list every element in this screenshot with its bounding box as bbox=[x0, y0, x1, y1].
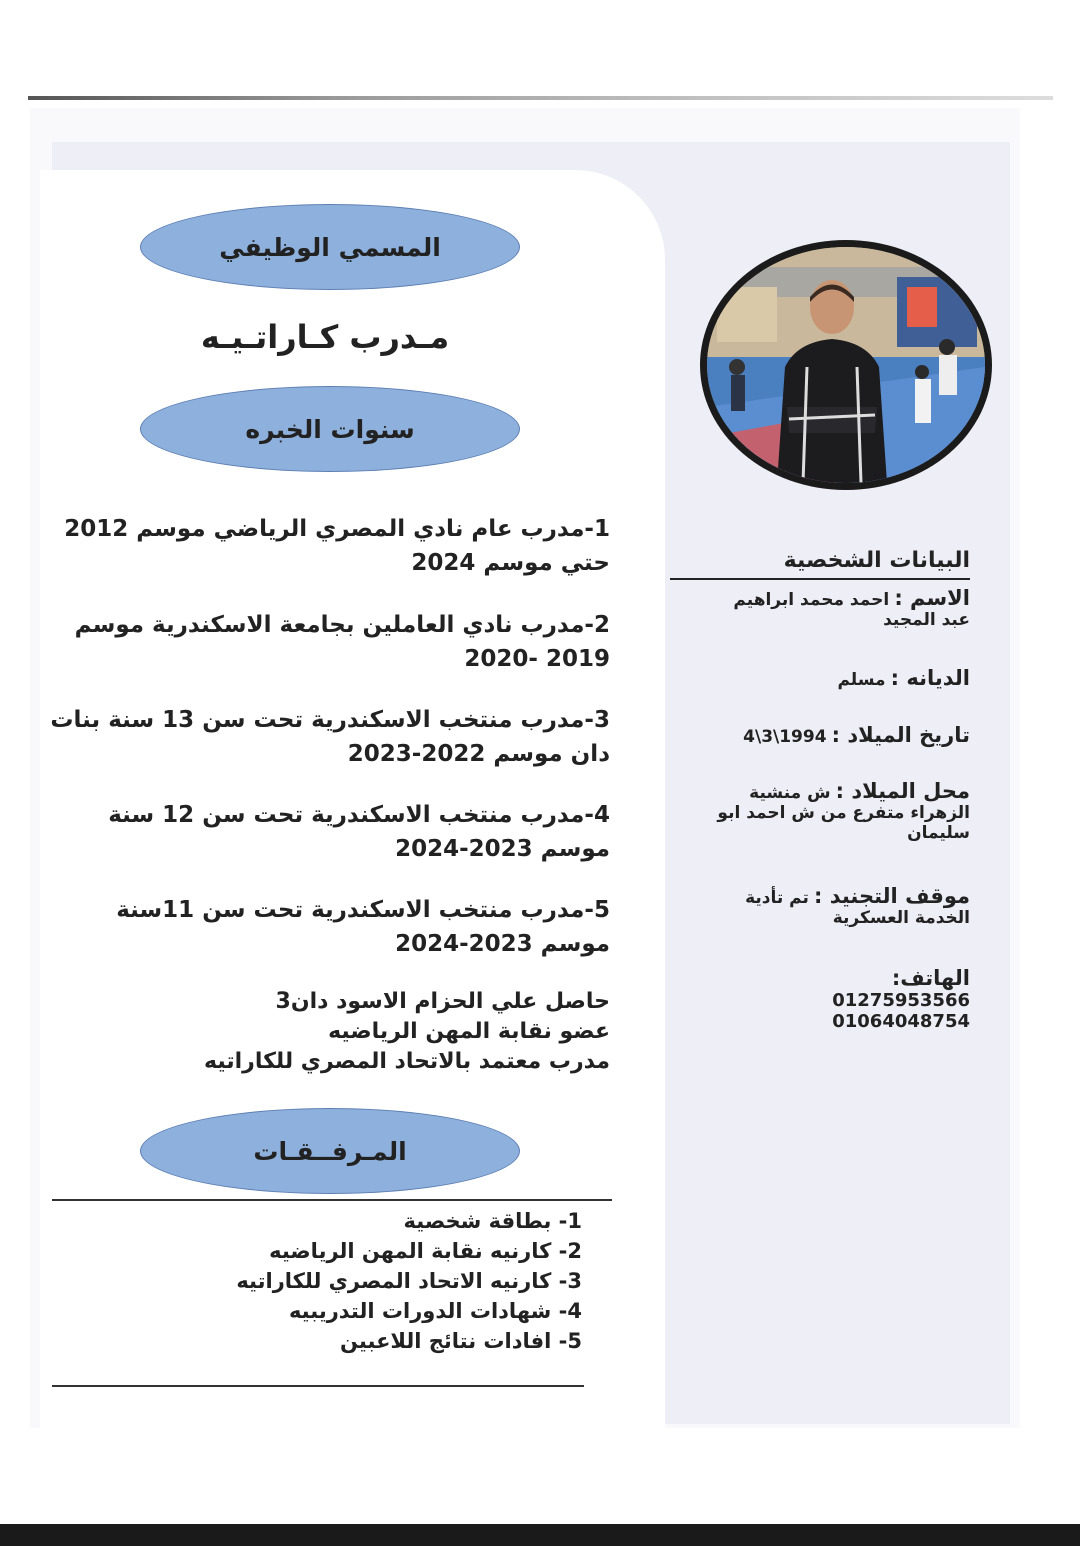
personal-data-title: البيانات الشخصية bbox=[783, 548, 970, 573]
experience-item-line: موسم 2023-2024 bbox=[395, 836, 610, 862]
experience-item-line: 2-مدرب نادي العاملين بجامعة الاسكندرية موسم bbox=[74, 612, 610, 638]
birthplace-field bbox=[680, 779, 970, 843]
job-title: مـدرب كـاراتـيـه bbox=[200, 318, 450, 356]
phone-label: الهاتف: bbox=[891, 966, 970, 990]
qualification-black-belt: حاصل علي الحزام الاسود دان3 bbox=[275, 989, 610, 1014]
attachment-item: 3- كارنيه الاتحاد المصري للكاراتيه bbox=[236, 1269, 582, 1293]
birthdate-field bbox=[680, 723, 970, 747]
attachment-item: 4- شهادات الدورات التدريبيه bbox=[288, 1299, 582, 1323]
phone-number: 01064048754 bbox=[832, 1011, 970, 1032]
religion-field bbox=[680, 666, 970, 690]
phone-number: 01275953566 bbox=[832, 990, 970, 1011]
attachment-item: 5- افادات نتائج اللاعبين bbox=[340, 1329, 582, 1353]
scan-top-edge bbox=[28, 96, 1053, 100]
experience-item-line: 5-مدرب منتخب الاسكندرية تحت سن 11سنة bbox=[116, 897, 610, 923]
experience-item-line: حتي موسم 2024 bbox=[411, 550, 610, 576]
experience-item-line: 4-مدرب منتخب الاسكندرية تحت سن 12 سنة bbox=[108, 802, 610, 828]
birthplace-value: ش منشية bbox=[749, 783, 831, 803]
experience-item bbox=[50, 703, 610, 771]
personal-data-heading bbox=[680, 548, 970, 573]
profile-photo-icon bbox=[700, 240, 992, 490]
name-value-cont: عبد المجيد bbox=[883, 610, 970, 630]
name-value: احمد محمد ابراهيم bbox=[733, 590, 890, 610]
military-label: موقف التجنيد : bbox=[813, 884, 970, 908]
birthplace-label: محل الميلاد : bbox=[835, 779, 970, 803]
experience-item-line: دان موسم 2022-2023 bbox=[347, 741, 610, 767]
phone-field bbox=[680, 966, 970, 1032]
name-label: الاسم : bbox=[894, 586, 970, 610]
attachment-item: 2- كارنيه نقابة المهن الرياضيه bbox=[269, 1239, 582, 1263]
qualification-federation: مدرب معتمد بالاتحاد المصري للكاراتيه bbox=[204, 1049, 610, 1074]
military-field bbox=[680, 884, 970, 928]
religion-label: الديانه : bbox=[890, 666, 970, 690]
qualification-syndicate: عضو نقابة المهن الرياضيه bbox=[328, 1019, 610, 1044]
birthplace-value-cont: الزهراء متفرع من ش احمد ابو bbox=[717, 803, 970, 823]
attachments-divider-top bbox=[52, 1199, 612, 1201]
birthdate-value: 4\3\1994 bbox=[743, 727, 827, 747]
job-title-heading: المسمي الوظيفي bbox=[140, 204, 520, 290]
military-value-cont: الخدمة العسكرية bbox=[832, 908, 970, 928]
experience-item bbox=[50, 893, 610, 961]
military-value: تم تأدية bbox=[745, 888, 809, 908]
experience-item-line: موسم 2023-2024 bbox=[395, 931, 610, 957]
experience-item-line: 1-مدرب عام نادي المصري الرياضي موسم 2012 bbox=[64, 516, 610, 542]
name-field bbox=[680, 586, 970, 630]
experience-item bbox=[50, 798, 610, 866]
attachment-item: 1- بطاقة شخصية bbox=[403, 1209, 582, 1233]
personal-data-divider bbox=[670, 578, 970, 580]
attachments-heading: المـرفــقـات bbox=[140, 1108, 520, 1194]
religion-value: مسلم bbox=[837, 670, 886, 690]
birthplace-value-cont: سليمان bbox=[907, 823, 970, 843]
birthdate-label: تاريخ الميلاد : bbox=[831, 723, 970, 747]
experience-item-line: 2019 -2020 bbox=[464, 646, 610, 672]
scan-bottom-edge bbox=[0, 1524, 1080, 1546]
experience-item bbox=[50, 608, 610, 676]
experience-item-line: 3-مدرب منتخب الاسكندرية تحت سن 13 سنة بنات bbox=[50, 707, 610, 733]
experience-item bbox=[50, 512, 610, 580]
experience-heading: سنوات الخبره bbox=[140, 386, 520, 472]
attachments-divider-bottom bbox=[52, 1385, 584, 1387]
